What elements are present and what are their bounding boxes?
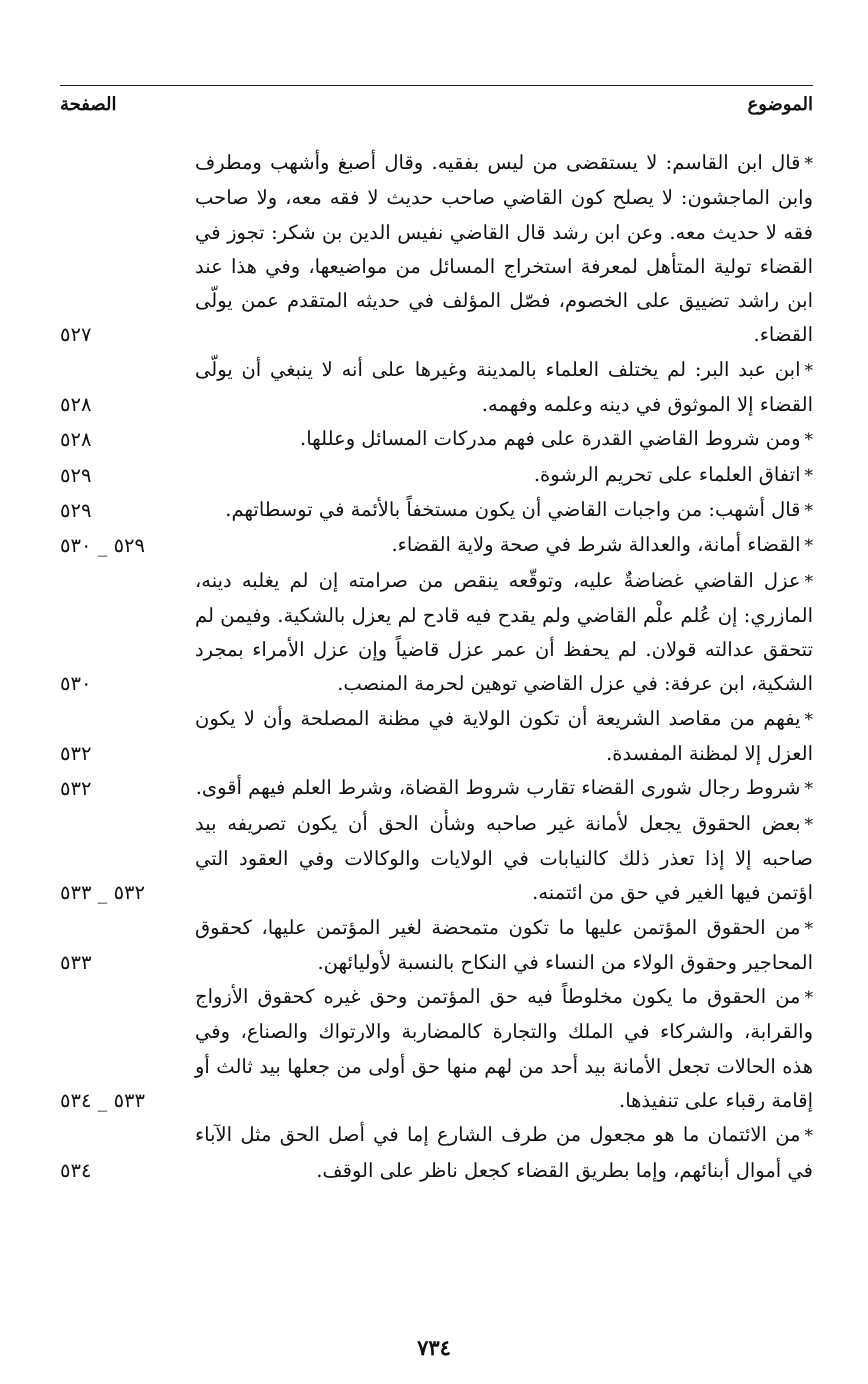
bullet-star: *: [804, 360, 813, 381]
index-entry: [60, 1118, 813, 1188]
entry-body: اتفاق العلماء على تحريم الرشوة.: [533, 462, 801, 486]
entry-page-ref: ٥٣٤: [60, 1158, 92, 1182]
entry-page-ref: ٥٢٩: [60, 498, 92, 522]
entry-text: [60, 422, 813, 457]
bullet-star: *: [804, 430, 813, 451]
entry-body: قال أشهب: من واجبات القاضي أن يكون مستخفاً بالأئمة في توسطاتهم.: [225, 497, 801, 521]
entry-text: [60, 493, 813, 528]
entry-page-ref: ٥٣٢: [60, 777, 92, 801]
index-entry: [60, 807, 813, 911]
entry-page-ref: ٥٣٣: [60, 950, 92, 974]
entry-page-ref: ٥٣٢ _ ٥٣٣: [60, 881, 145, 905]
page-column-label: الصفحة: [60, 94, 117, 115]
index-entry: [60, 353, 813, 423]
bullet-star: *: [804, 779, 813, 800]
bullet-star: *: [804, 709, 813, 730]
table-header: [60, 85, 813, 126]
index-entry: [60, 771, 813, 806]
bullet-star: *: [804, 465, 813, 486]
entry-page-ref: ٥٢٧: [60, 323, 92, 347]
bullet-star: *: [804, 500, 813, 521]
bullet-star: *: [804, 814, 813, 835]
entry-text: [60, 564, 813, 702]
index-entry: [60, 980, 813, 1118]
index-entry: [60, 458, 813, 493]
topic-column-label: الموضوع: [747, 94, 813, 115]
entry-text: [60, 911, 813, 981]
index-entries: [60, 146, 813, 1188]
index-entry: [60, 422, 813, 457]
entry-body: قال ابن القاسم: لا يستقضى من ليس بفقيه. وقال أصبغ وأشهب ومطرف وابن الماجشون: لا يصلح كون القاضي صاحب حديث لا فقه معه، ولا صاحب فقه لا حديث معه. وعن ابن رشد قال القاضي نفيس الدين بن شكر: تجوز في القضاء تولية المتأهل لمعرفة استخراج المسائل من مواضيعها، وفي هذا عند ابن راشد تضييق على الخصوم، فصّل المؤلف في حديثه المتقدم عمن يولّى القضاء.: [195, 151, 813, 347]
entry-body: يفهم من مقاصد الشريعة أن تكون الولاية في مظنة المصلحة وأن لا يكون العزل إلا لمظنة المفسدة.: [195, 706, 813, 766]
index-entry: [60, 564, 813, 702]
index-entry: [60, 528, 813, 563]
entry-text: [60, 702, 813, 772]
entry-body: عزل القاضي غضاضةٌ عليه، وتوقّعه ينقص من صرامته إن لم يغلبه دينه، المازري: إن عُلم علْم القاضي ولم يقدح فيه قادح لم يعزل بالشكية. وفيمن لم تتحقق عدالته قولان. لم يحفظ أن عمر عزل قاضياً وإن عزل الأمراء بمجرد الشكية، ابن عرفة: في عزل القاضي توهين لحرمة المنصب.: [195, 568, 813, 696]
entry-body: ابن عبد البر: لم يختلف العلماء بالمدينة وغيرها على أنه لا ينبغي أن يولّى القضاء إلا الموثوق في دينه وعلمه وفهمه.: [195, 357, 813, 417]
entry-text: [60, 458, 813, 493]
entry-body: من الحقوق ما يكون مخلوطاً فيه حق المؤتمن وحق غيره كحقوق الأزواج والقرابة، والشركاء في الملك والتجارة كالمضاربة والارتواك والصناع، وفي هذه الحالات تجعل الأمانة بيد أحد من لهم منها حق أولى من جعلها بيد ثالث أو إقامة رقباء على تنفيذها.: [195, 985, 813, 1113]
bullet-star: *: [804, 918, 813, 939]
bullet-star: *: [804, 571, 813, 592]
entry-body: ومن شروط القاضي القدرة على فهم مدركات المسائل وعللها.: [300, 427, 801, 451]
entry-text: [60, 1118, 813, 1188]
entry-body: من الائتمان ما هو مجعول من طرف الشارع إما في أصل الحق مثل الآباء في أموال أبنائهم، وإما بطريق القضاء كجعل ناظر على الوقف.: [195, 1123, 813, 1182]
entry-body: من الحقوق المؤتمن عليها ما تكون متمحضة لغير المؤتمن عليها، كحقوق المحاجير وحقوق الولاء من النساء في النكاح بالنسبة لأوليائهن.: [195, 915, 813, 974]
index-entry: [60, 493, 813, 528]
entry-text: [60, 807, 813, 911]
bullet-star: *: [804, 1126, 813, 1147]
entry-text: [60, 353, 813, 423]
bullet-star: *: [804, 988, 813, 1009]
entry-page-ref: ٥٣٢: [60, 742, 92, 766]
entry-text: [60, 146, 813, 353]
index-entry: [60, 146, 813, 353]
entry-body: بعض الحقوق يجعل لأمانة غير صاحبه وشأن الحق أن يكون تصريفه بيد صاحبه إلا إذا تعذر ذلك كالنيابات في الولايات والوكالات وفي العقود التي اؤتمن فيها الغير في حق من ائتمنه.: [195, 811, 813, 905]
bullet-star: *: [804, 536, 813, 557]
index-entry: [60, 702, 813, 772]
entry-page-ref: ٥٢٨: [60, 428, 92, 452]
entry-text: [60, 771, 813, 806]
entry-text: [60, 980, 813, 1118]
entry-body: القضاء أمانة، والعدالة شرط في صحة ولاية القضاء.: [391, 533, 801, 557]
index-entry: [60, 911, 813, 981]
entry-page-ref: ٥٢٩ _ ٥٣٠: [60, 534, 145, 558]
entry-page-ref: ٥٢٨: [60, 393, 92, 417]
bullet-star: *: [804, 154, 813, 174]
entry-page-ref: ٥٣٠: [60, 672, 92, 696]
entry-page-ref: ٥٢٩: [60, 463, 92, 487]
page-number: ٧٣٤: [417, 1335, 451, 1360]
entry-body: شروط رجال شورى القضاء تقارب شروط القضاة، وشرط العلم فيهم أقوى.: [195, 776, 801, 800]
entry-text: [60, 528, 813, 563]
entry-page-ref: ٥٣٣ _ ٥٣٤: [60, 1089, 145, 1113]
